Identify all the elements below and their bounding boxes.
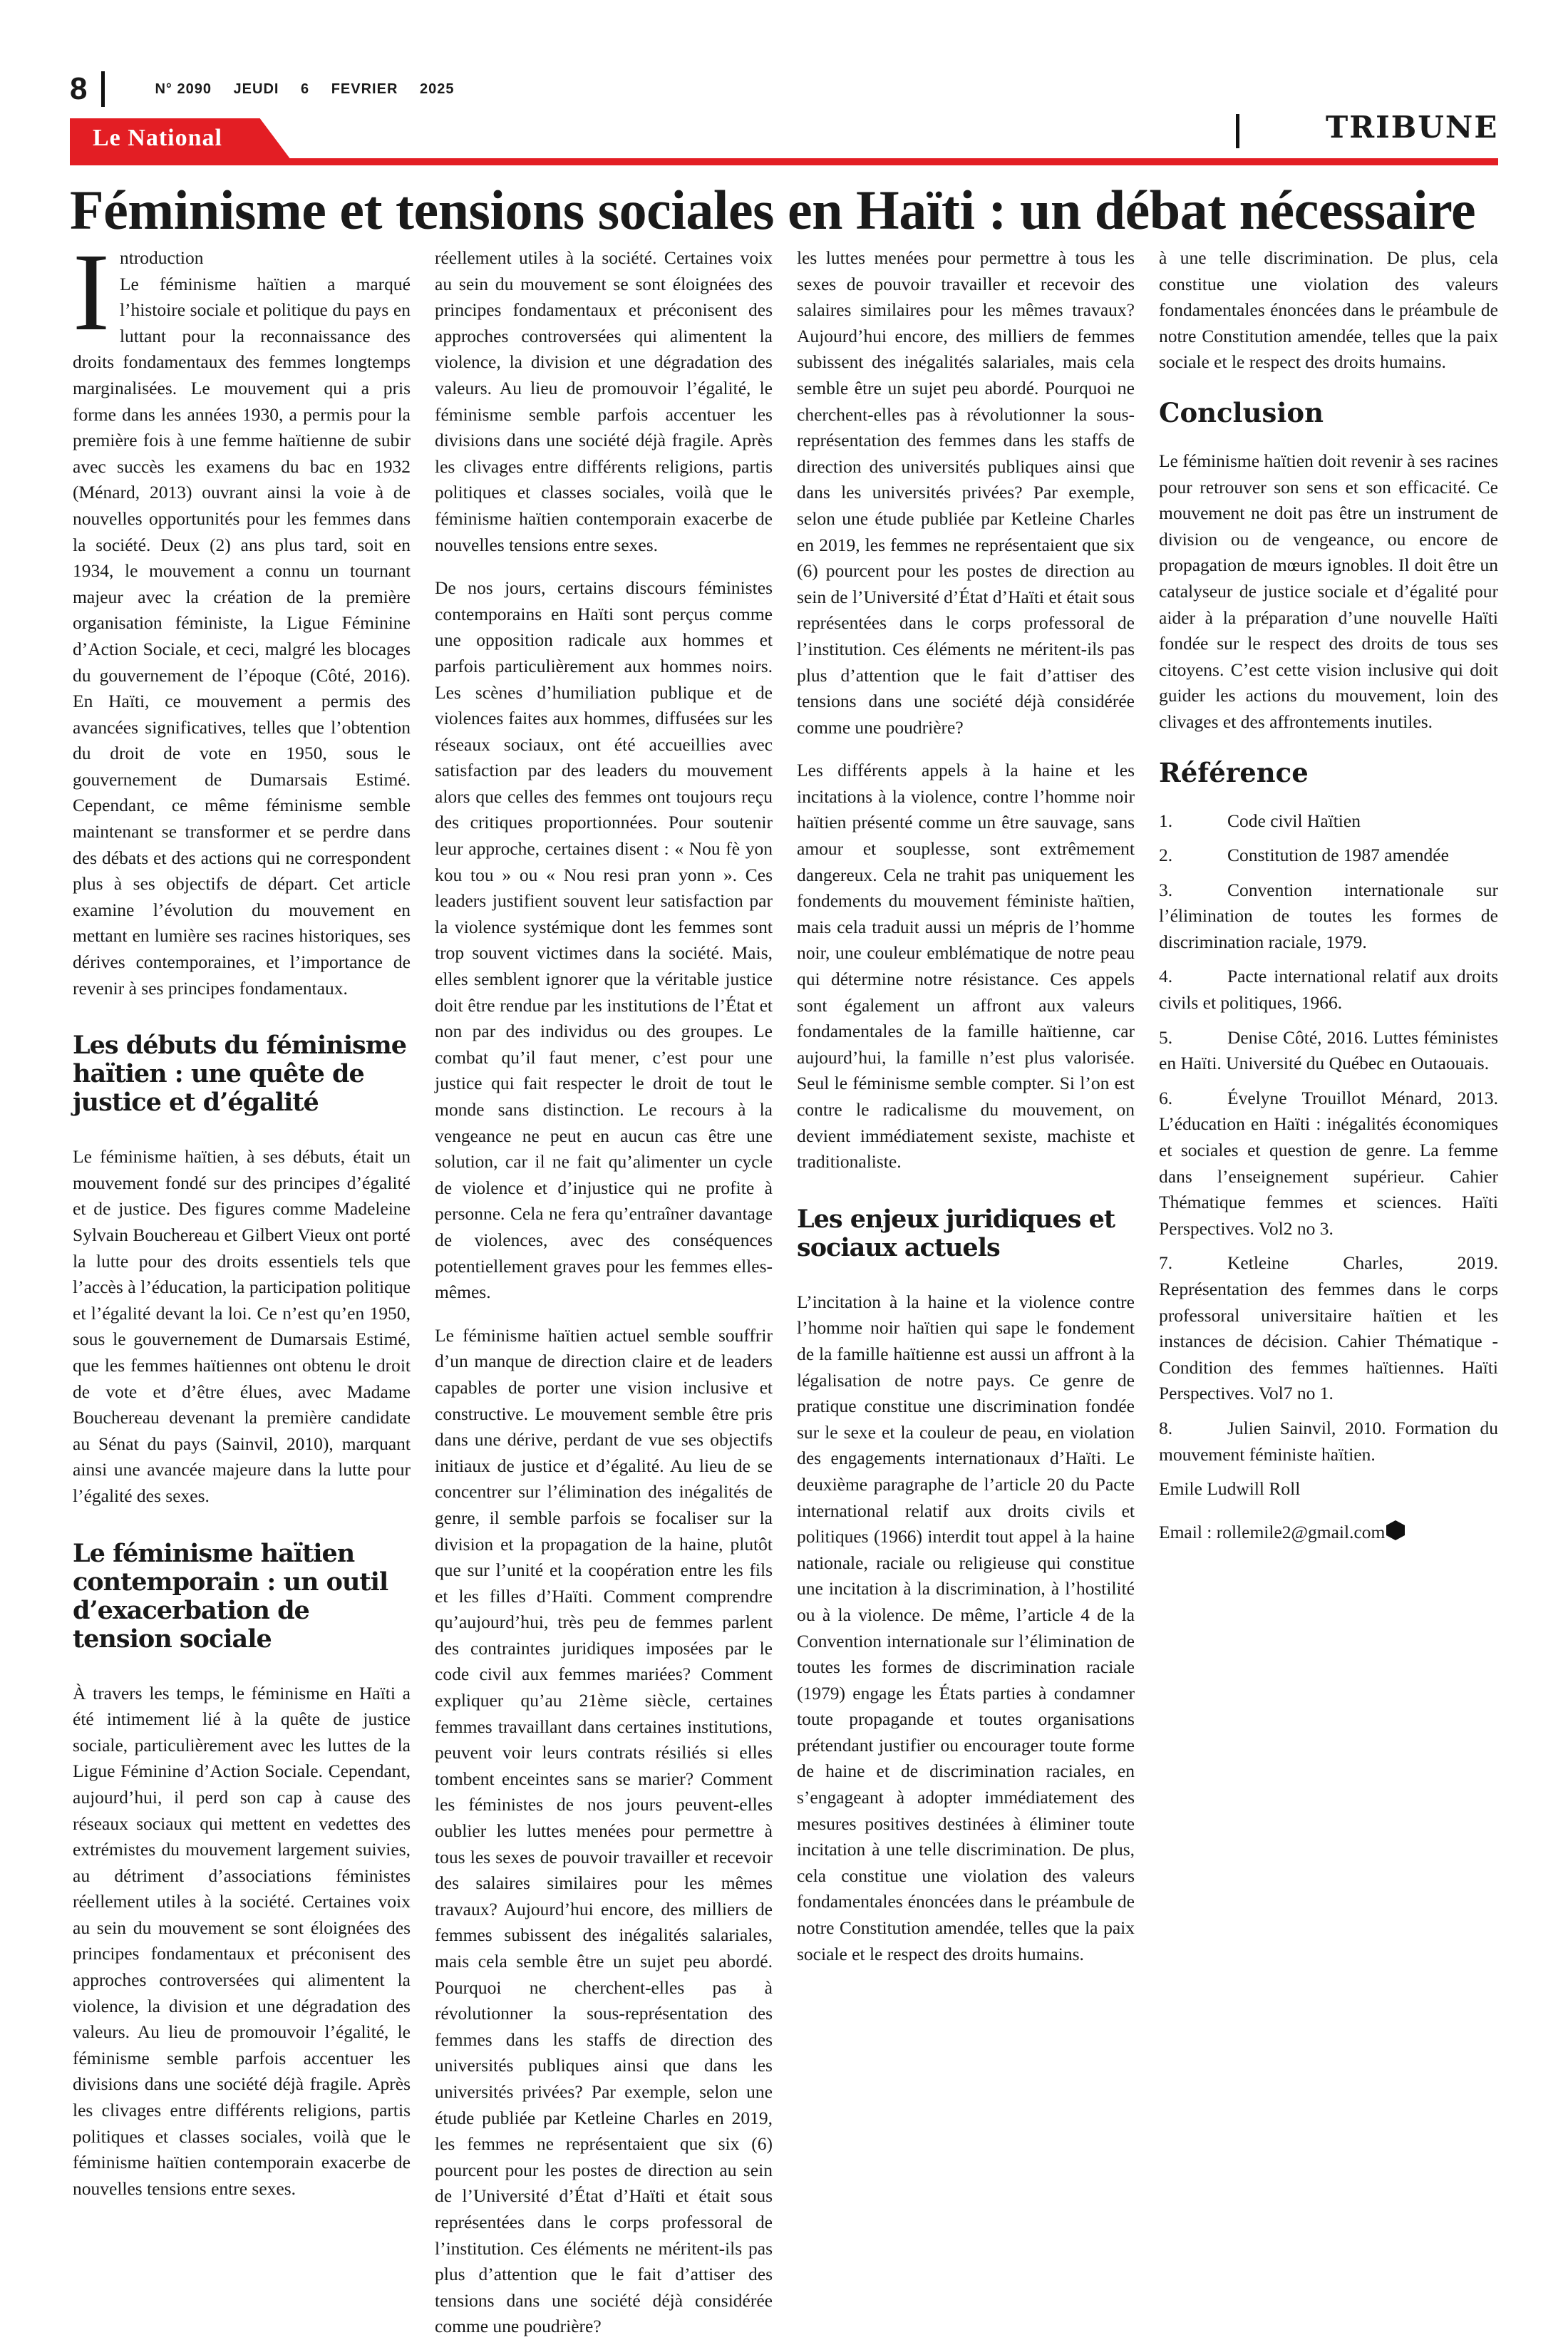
reference-text: Pacte international relatif aux droits civils et politiques, 1966. [1159,966,1498,1014]
author-email-line [1159,1520,1498,1546]
reference-number: 3. [1159,879,1173,900]
contemporain-paragraph-2: De nos jours, certains discours féministes contemporains en Haïti sont perçus comme une opposition radicale aux hommes et parfois particulièrement aux hommes noirs. Les scènes d’humiliation publique et de violences faites aux hommes, diffusées sur les réseaux sociaux, ont été accueillies avec satisfaction par des leaders du mouvement alors que celles des femmes ont toujours reçu des critiques proportionnées. Pour soutenir leur approche, certaines disent : « Nou fè yon kou tou » ou « Nou resi pran yonn ». Ces leaders justifient souvent leur satisfaction par la violence systémique dont les femmes sont trop souvent victimes dans la société. Mais, elles semblent ignorer que la véritable justice doit être rendue par les institutions de l’État et non par des individus ou des groupes. Le combat qu’il faut mener, c’est pour une justice qui fait respecter le droit de tout le monde sans distinction. Le recours à la vengeance ne peut en aucun cas être une solution, car il ne fait qu’alimenter un cycle de violence et d’injustice qui ne profite à personne. Cela ne fera qu’entraîner davantage de violences, avec des conséquences potentiellement graves pour les femmes elles-mêmes. [435,577,773,1303]
author-name: Emile Ludwill Roll [1159,1478,1301,1500]
reference-item [1159,1025,1498,1077]
newspaper-brand: Le National [93,125,222,151]
article-column-1 [73,230,411,2199]
reference-text: Denise Côté, 2016. Luttes féministes en Haïti. Université du Québec en Outaouais. [1159,1026,1498,1074]
contemporain-paragraph-1: À travers les temps, le féminisme en Haïti a été intimement lié à la quête de justice sociale, particulièrement avec les luttes de la Ligue Féminine d’Action Sociale. Cependant, aujourd’hui, il perd son cap à cause des réseaux sociaux qui mettent en vedettes des extrémistes du mouvement largement suivies, au détriment d’associations féministes réellement utiles à la société. Certaines voix au sein du mouvement se sont éloignées des principes fondamentaux et préconisent des approches controversées qui alimentent la violence, la division et une dégradation des valeurs. Au lieu de promouvoir l’égalité, le féminisme semble parfois accentuer les divisions dans une société déjà fragile. Après les clivages entre différents religions, partis politiques et classes sociales, voilà que le féminisme haïtien contemporain exacerbe de nouvelles tensions entre sexes. [73,1682,411,2199]
intro-paragraph: Le féminisme haïtien a marqué l’histoire sociale et politique du pays en luttant pour la reconnaissance des droits fondamentaux des femmes longtemps marginalisées. Le mouvement qui a pris forme dans les années 1930, a permis pour la première fois à une femme haïtienne de subir avec succès les examens du bac en 1932 (Ménard, 2013) ouvrant ainsi la voie à de nouvelles opportunités pour les femmes dans la société. Deux (2) ans plus tard, soit en 1934, le mouvement a connu un tournant majeur avec la création de la première organisation féministe, la Ligue Féminine d’Action Sociale, et ceci, malgré les blocages du gouvernement de l’époque (Côté, 2016). En Haïti, ce mouvement a permis des avancées significatives, telles que l’obtention du droit de vote en 1950, sous le gouvernement de Dumarsais Estimé. Cependant, ce même féminisme semble maintenant se transformer et se perdre dans des débats et des actions qui ne correspondent plus à ses objectifs de départ. Cet article examine l’évolution du mouvement en mettant en lumière ses racines historiques, ses dérives contemporaines, et l’importance de revenir à ses principes fondamentaux. [73,273,411,999]
enjeux-paragraph-continued: à une telle discrimination. De plus, cela constitue une violation des valeurs fondamentales énoncées dans le préambule de notre Constitution amendée, telles que la paix sociale et le respect des droits humains. [1159,247,1498,373]
enjeux-paragraph: L’incitation à la haine et la violence contre l’homme noir haïtien qui sape le fondement de la famille haïtienne est aussi un affront à la légalisation de notre pays. Ce genre de pratique constitue une discrimination fondée sur le sexe et la couleur de peau, en violation des engagements internationaux d’Haïti. Le deuxième paragraphe de l’article 20 du Pacte international relatif aux droits civils et politiques (1966) interdit tout appel à la haine nationale, raciale ou religieuse qui constitue une incitation à la discrimination, à l’hostilité ou à la violence. De même, l’article 4 de la Convention internationale sur l’élimination de toutes les formes de discrimination raciale (1979) engage les États parties à condamner toute propagande et toutes organisations prétendant justifier ou encourager toute forme de haine et de discrimination raciales, en s’engageant à adopter immédiatement des mesures positives destinées à éliminer toute incitation à une telle discrimination. De plus, cela constitue une violation des valeurs fondamentales énoncées dans le préambule de notre Constitution amendée, telles que la paix sociale et le respect des droits humains. [797,1291,1135,1964]
author-email: rollemile2@gmail.com [1216,1521,1386,1542]
page-number-divider [101,71,105,107]
conclusion-paragraph: Le féminisme haïtien doit revenir à ses racines pour retrouver son sens et son efficacité. Ce mouvement ne doit pas être un instrument de division ou de vengeance, ou encore de propagation de mœurs ignobles. Il doit être un catalyseur de justice sociale et d’égalité pour aider à la préparation d’une nouvelle Haïti fondée sur le respect des droits de tous ses citoyens. C’est cette vision inclusive qui doit guider les actions du mouvement, loin des clivages et des affrontements inutiles. [1159,450,1498,732]
reference-text: Évelyne Trouillot Ménard, 2013. L’éducation en Haïti : inégalités économiques et sociales et question de genre. La femme dans l’enseignement supérieur. Cahier Thématique femmes et sciences. Haïti Perspectives. Vol2 no 3. [1159,1087,1498,1239]
subheading-contemporain: Le féminisme haïtien contemporain : un outil d’exacerbation de tension sociale [73,1538,388,1654]
section-name: TRIBUNE [1326,110,1499,145]
issue-info [155,81,471,98]
reference-item [1159,1250,1498,1407]
article-column-3 [797,245,1135,2113]
reference-number: 5. [1159,1026,1173,1048]
reference-number: 8. [1159,1417,1173,1438]
reference-item [1159,877,1498,956]
issue-day: 6 [301,81,310,97]
contemporain-paragraph-4: Les différents appels à la haine et les incitations à la violence, contre l’homme noir haïtien présenté comme un être sauvage, sans amour et souplesse, sont extrêmement dangereux. Cela ne trahit pas uniquement les fondements du mouvement féministe haïtien, mais cela traduit aussi un mépris de l’homme noir, une couleur emblématique de notre peau qui détermine notre résistance. Ces appels sont également un affront aux valeurs fondamentales de la famille haïtienne, car aujourd’hui, la famille n’est plus valorisée. Seul le féminisme semble compter. Si l’on est contre le radicalisme du mouvement, on devient immédiatement sexiste, machiste et traditionaliste. [797,760,1135,1172]
issue-number: N° 2090 [155,81,212,97]
reference-item [1159,808,1498,835]
article-column-2 [435,245,773,2337]
issue-weekday: JEUDI [233,81,279,97]
hexagon-end-mark-icon [1385,1520,1406,1541]
reference-text: Julien Sainvil, 2010. Formation du mouvement féministe haïtien. [1159,1417,1498,1465]
reference-number: 2. [1159,845,1173,866]
article-column-4 [1159,245,1498,2113]
section-divider [1236,114,1239,148]
page-header [70,68,471,110]
intro-label: ntroduction [119,247,204,268]
debuts-paragraph: Le féminisme haïtien, à ses débuts, était un mouvement fondé sur des principes d’égalité et de justice. Des figures comme Madeleine Sylvain Bouchereau et Gilbert Vieux ont porté la lutte pour des droits essentiels tels que l’accès à l’éducation, la participation politique et l’égalité devant la loi. Ce n’est qu’en 1950, sous le gouvernement de Dumarsais Estimé, que les femmes haïtiennes ont obtenu le droit de vote et d’être élues, avec Madame Bouchereau devenant la première candidate au Sénat du pays (Sainvil, 2010), marquant ainsi une avancée majeure dans la lutte pour l’égalité des sexes. [73,1146,411,1506]
reference-item [1159,1086,1498,1242]
page-number: 8 [70,71,88,106]
reference-heading: Référence [1159,756,1309,788]
email-label: Email : [1159,1521,1212,1542]
reference-number: 4. [1159,966,1173,987]
contemporain-paragraph-3-continued: les luttes menées pour permettre à tous les sexes de pouvoir travailler et recevoir des salaires similaires pour les mêmes travaux? Aujourd’hui encore, des milliers de femmes subissent des inégalités salariales, mais cela semble être un sujet peu abordé. Pourquoi ne cherchent-elles pas à révolutionner la sous-représentation des femmes dans les staffs de direction des universités publiques ainsi que dans les universités privées? Par exemple, selon une étude publiée par Ketleine Charles en 2019, les femmes ne représentaient que six (6) pourcent pour les postes de direction au sein de l’Université d’État d’Haïti et était sous représentées dans le corps professoral de l’institution. Ces éléments ne méritent-ils pas plus d’attention que le fait d’attiser des tensions dans une société déjà considérée comme une poudrière? [797,247,1135,738]
subheading-enjeux: Les enjeux juridiques et sociaux actuels [797,1204,1115,1262]
conclusion-heading: Conclusion [1159,396,1324,428]
reference-number: 6. [1159,1087,1173,1108]
reference-item [1159,842,1498,869]
reference-item [1159,964,1498,1016]
contemporain-paragraph-1-continued: réellement utiles à la société. Certaines voix au sein du mouvement se sont éloignées des principes fondamentaux et préconisent des approches controversées qui alimentent la violence, la division et une dégradation des valeurs. Au lieu de promouvoir l’égalité, le féminisme semble parfois accentuer les divisions dans une société déjà fragile. Après les clivages entre différents religions, partis politiques et classes sociales, voilà que le féminisme haïtien contemporain exacerbe de nouvelles tensions entre sexes. [435,247,773,555]
reference-item [1159,1416,1498,1468]
reference-number: 7. [1159,1252,1173,1274]
issue-year: 2025 [419,81,455,97]
drop-cap: I [73,230,110,354]
reference-text: Convention internationale sur l’élimination de toutes les formes de discrimination raciale, 1979. [1159,879,1498,952]
article-title: Féminisme et tensions sociales en Haïti : un débat nécessaire [70,179,1476,241]
contemporain-paragraph-3: Le féminisme haïtien actuel semble souffrir d’un manque de direction claire et de leaders capables de porter une vision inclusive et constructive. Le mouvement semble être pris dans une dérive, perdant de vue ses objectifs initiaux de justice et d’égalité. Au lieu de se concentrer sur l’élimination des inégalités de genre, il semble parfois se focaliser sur la division et la propagation de la haine, plutôt que sur l’unité et la coopération entre les fils et les filles d’Haïti. Comment comprendre qu’aujourd’hui, très peu de femmes parlent des contraintes juridiques imposées par le code civil aux femmes mariées? Comment expliquer qu’au 21ème siècle, certaines femmes travaillant dans certaines institutions, peuvent voir leurs contrats résiliés si elles tombent enceintes sans se marier? Comment les féministes de nos jours peuvent-elles oublier les luttes menées pour permettre à tous les sexes de pouvoir travailler et recevoir des salaires similaires pour les mêmes travaux? Aujourd’hui encore, des milliers de femmes subissent des inégalités salariales, mais cela semble être un sujet peu abordé. Pourquoi ne cherchent-elles pas à révolutionner la sous-représentation des femmes dans les staffs de direction des universités publiques ainsi que dans les universités privées? Par exemple, selon une étude publiée par Ketleine Charles en 2019, les femmes ne représentaient que six (6) pourcent pour les postes de direction au sein de l’Université d’État d’Haïti et était sous représentées dans le corps professoral de l’institution. Ces éléments ne méritent-ils pas plus d’attention que le fait d’attiser des tensions dans une société déjà considérée comme une poudrière? [435,1324,773,2337]
subheading-debuts: Les débuts du féminisme haïtien : une quête de justice et d’égalité [73,1031,406,1118]
reference-text: Code civil Haïtien [1227,810,1361,831]
issue-month: FEVRIER [331,81,398,97]
reference-text: Ketleine Charles, 2019. Représentation des femmes dans le corps professoral universitaire haïtien et les instances de décision. Cahier Thématique - Condition des femmes haïtiennes. Haïti Perspectives. Vol7 no 1. [1159,1252,1498,1404]
reference-number: 1. [1159,810,1173,831]
reference-list [1159,808,1498,1468]
reference-text: Constitution de 1987 amendée [1227,845,1449,866]
header-red-rule [70,158,1498,165]
